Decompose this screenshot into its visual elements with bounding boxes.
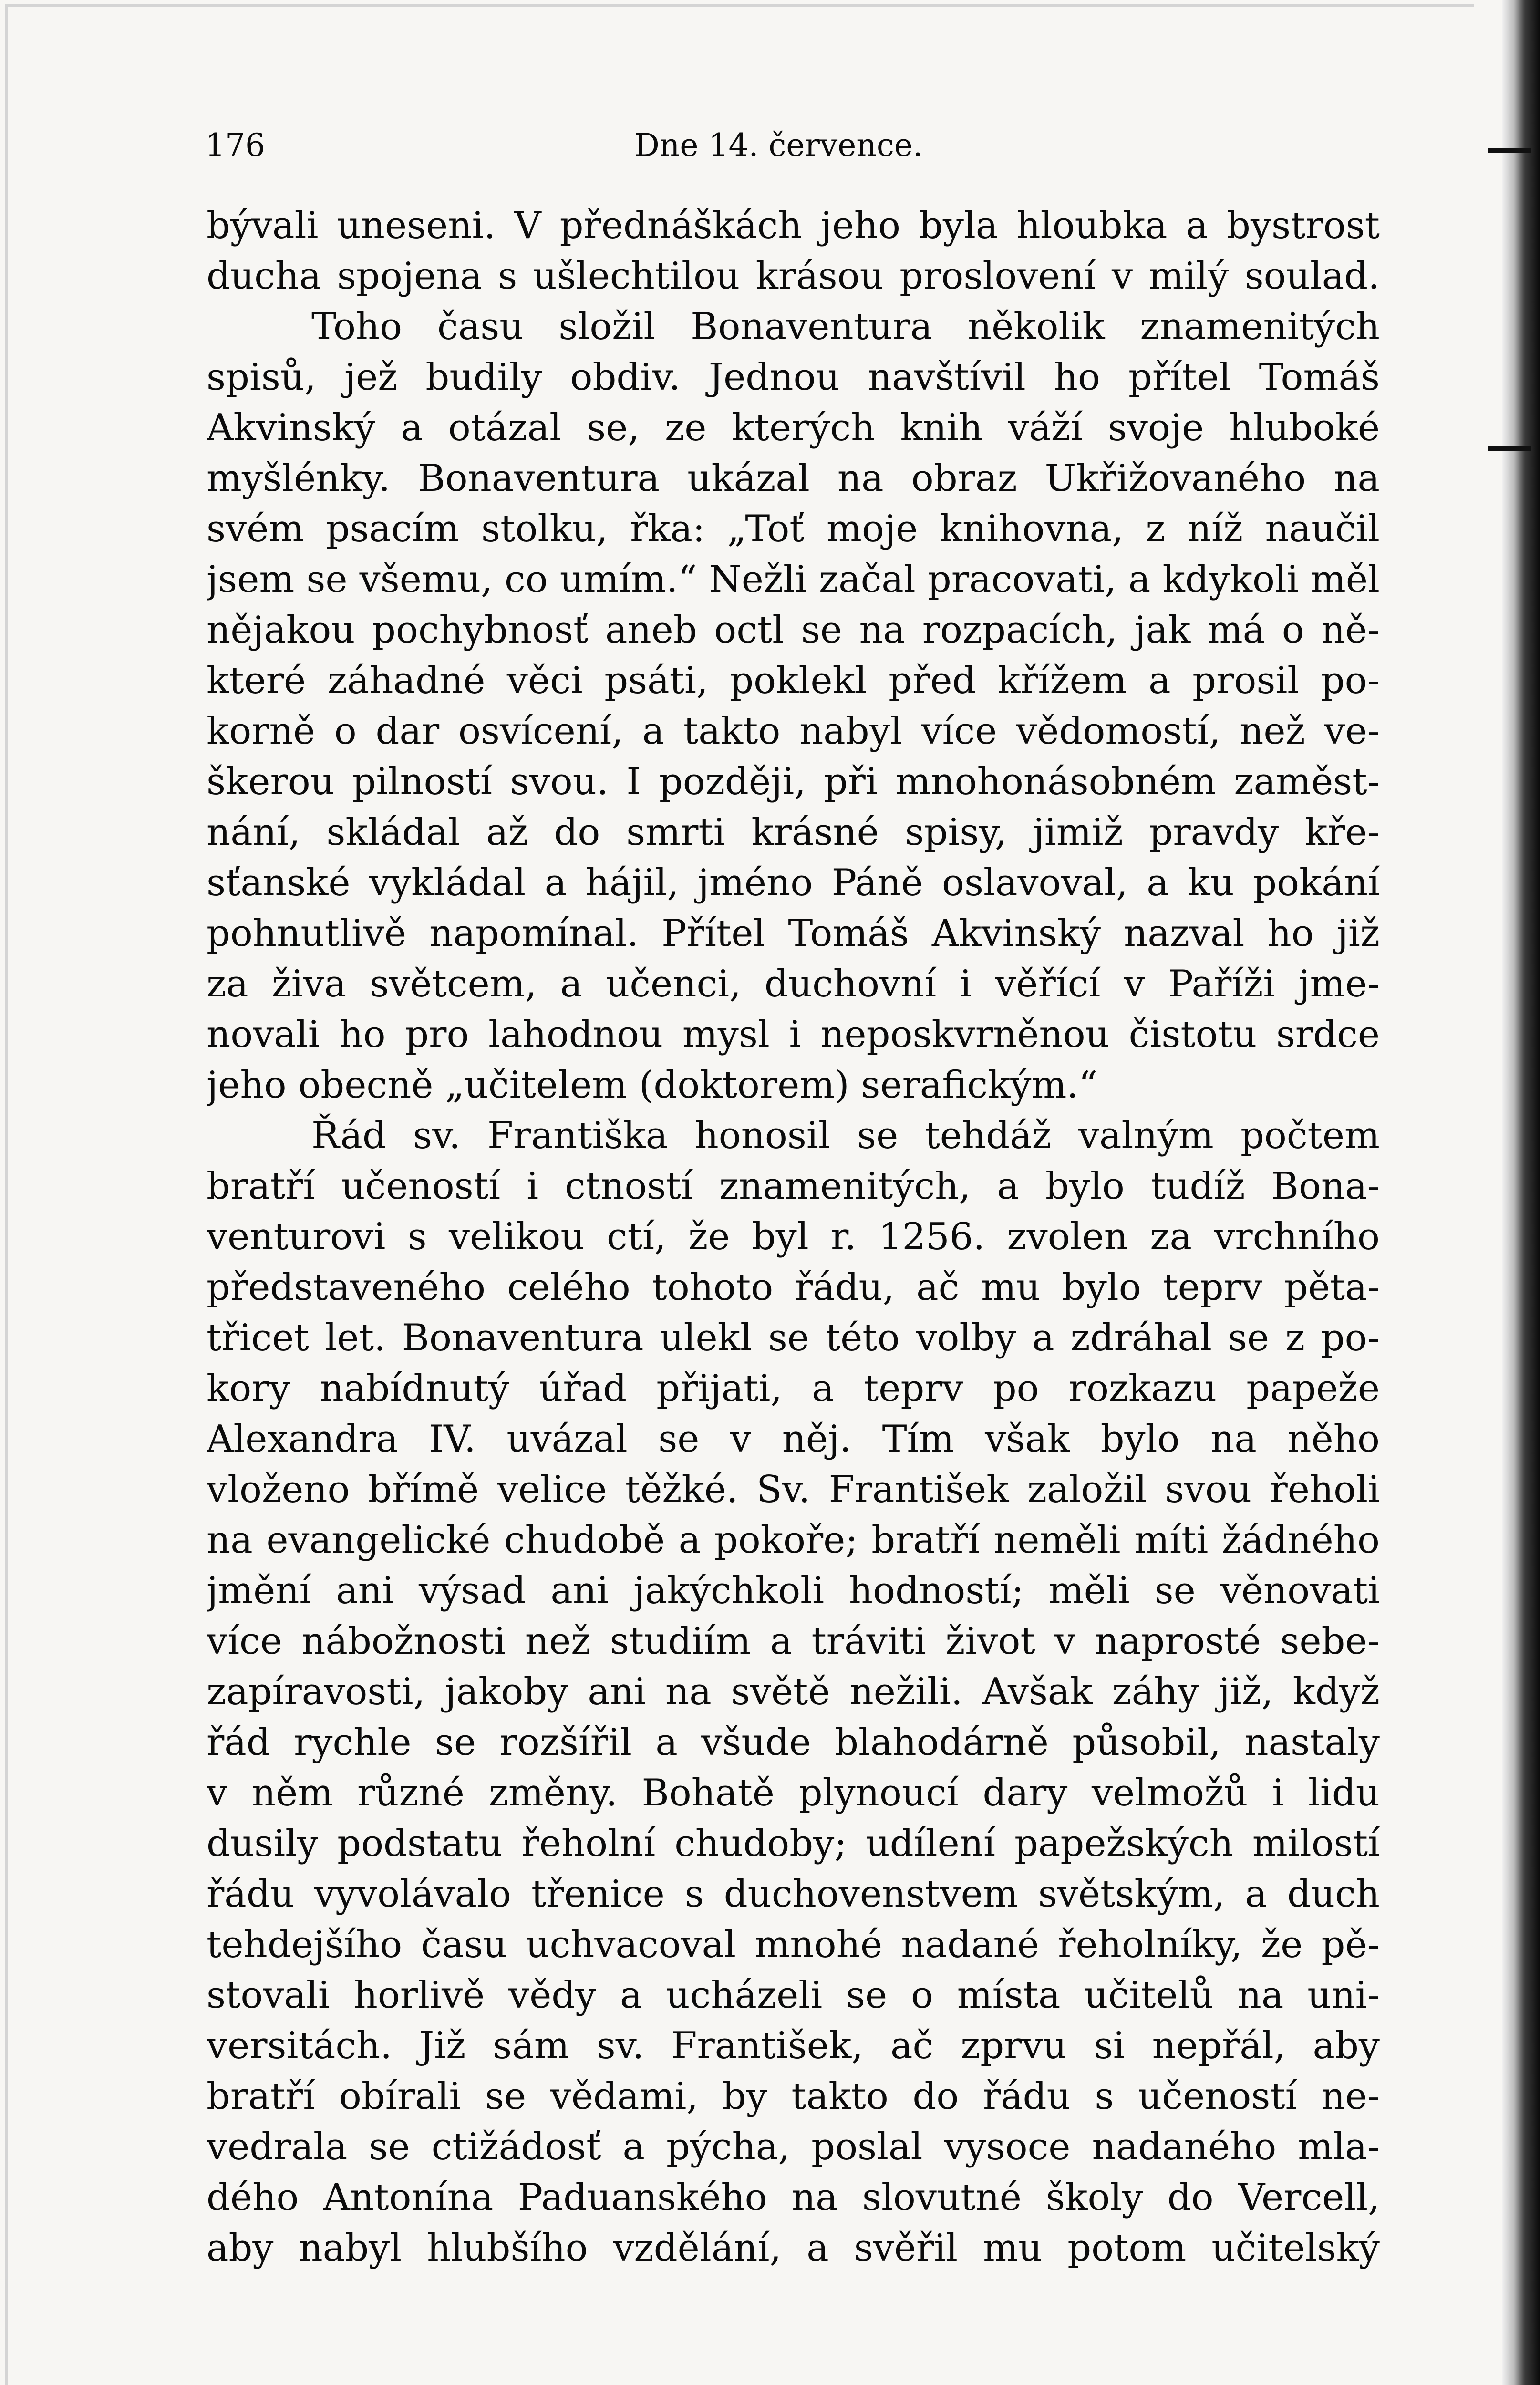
running-head [205,119,1388,172]
text-line: myšlénky. Bonaventura ukázal na obraz Ukřižovaného na [207,457,1380,500]
text-line: v něm různé změny. Bohatě plynoucí dary velmožů i lidu [207,1772,1380,1815]
text-line: Řád sv. Františka honosil se tehdáž valným počtem [311,1114,1380,1157]
text-line: svém psacím stolku, řka: „Toť moje knihovna, z níž naučil [207,508,1380,550]
text-line: venturovi s velikou ctí, že byl r. 1256. zvolen za vrchního [207,1215,1380,1258]
text-line: řádu vyvolávalo třenice s duchovenstvem světským, a duch [207,1873,1380,1916]
text-line: ducha spojena s ušlechtilou krásou proslovení v milý soulad. [207,255,1380,298]
text-line: nání, skládal až do smrti krásné spisy, jimiž pravdy kře- [207,811,1380,854]
spine-mark [1488,446,1531,451]
text-line: stovali horlivě vědy a ucházeli se o místa učitelů na uni- [207,1974,1380,2017]
page-number: 176 [205,127,265,164]
text-line: aby nabyl hlubšího vzdělání, a svěřil mu potom učitelský [207,2227,1380,2270]
text-line: za živa světcem, a učenci, duchovní i věřící v Paříži jme- [207,963,1380,1006]
text-line: pohnutlivě napomínal. Přítel Tomáš Akvinský nazval ho již [207,912,1380,955]
text-line: více nábožnosti než studiím a tráviti život v naprosté sebe- [207,1620,1380,1663]
spine-mark [1488,148,1531,153]
text-line: bratří učeností i ctností znamenitých, a bylo tudíž Bona- [207,1165,1380,1208]
text-line: nějakou pochybnosť aneb octl se na rozpacích, jak má o ně- [207,609,1380,652]
text-line: dého Antonína Paduanského na slovutné školy do Vercell, [207,2176,1380,2219]
text-line: Toho času složil Bonaventura několik znamenitých [311,305,1380,348]
text-line: Alexandra IV. uvázal se v něj. Tím však bylo na něho [207,1418,1380,1461]
text-line: jmění ani výsad ani jakýchkoli hodností; měli se věnovati [207,1569,1380,1612]
text-line: dusily podstatu řeholní chudoby; udílení papežských milostí [207,1822,1380,1865]
text-line: sťanské vykládal a hájil, jméno Páně oslavoval, a ku pokání [207,861,1380,904]
text-line: korně o dar osvícení, a takto nabyl více vědomostí, než ve- [207,710,1380,753]
text-line: jeho obecně „učitelem (doktorem) serafickým.“ [207,1064,1098,1107]
text-line: tehdejšího času uchvacoval mnohé nadané řeholníky, že pě- [207,1923,1380,1966]
text-line: vloženo břímě velice těžké. Sv. František založil svou řeholi [207,1468,1380,1511]
text-line: jsem se všemu, co umím.“ Nežli začal pracovati, a kdykoli měl [207,558,1380,601]
text-line: kory nabídnutý úřad přijati, a teprv po rozkazu papeže [207,1367,1380,1410]
text-line: bývali uneseni. V přednáškách jeho byla hloubka a bystrost [207,204,1380,247]
text-line: na evangelické chudobě a pokoře; bratří neměli míti žádného [207,1519,1380,1562]
text-line: versitách. Již sám sv. František, ač zprvu si nepřál, aby [207,2024,1380,2067]
text-line: představeného celého tohoto řádu, ač mu bylo teprv pěta- [207,1266,1380,1309]
text-line: vedrala se ctižádosť a pýcha, poslal vysoce nadaného mla- [207,2126,1380,2168]
header-title: Dne 14. července. [634,127,923,164]
text-line: Akvinský a otázal se, ze kterých knih váží svoje hluboké [207,406,1380,449]
text-line: třicet let. Bonaventura ulekl se této volby a zdráhal se z po- [207,1317,1380,1359]
text-line: škerou pilností svou. I později, při mnohonásobném zaměst- [207,760,1380,803]
text-line: bratří obírali se vědami, by takto do řádu s učeností ne- [207,2075,1380,2118]
body-text [207,200,1380,2273]
text-line: řád rychle se rozšířil a všude blahodárně působil, nastaly [207,1721,1380,1764]
book-spine-shadow [1502,0,1540,2385]
text-line: zapíravosti, jakoby ani na světě nežili. Avšak záhy již, když [207,1670,1380,1713]
text-line: novali ho pro lahodnou mysl i neposkvrněnou čistotu srdce [207,1013,1380,1056]
text-line: které záhadné věci psáti, poklekl před křížem a prosil po- [207,659,1380,702]
text-line: spisů, jež budily obdiv. Jednou navštívil ho přítel Tomáš [207,356,1380,399]
